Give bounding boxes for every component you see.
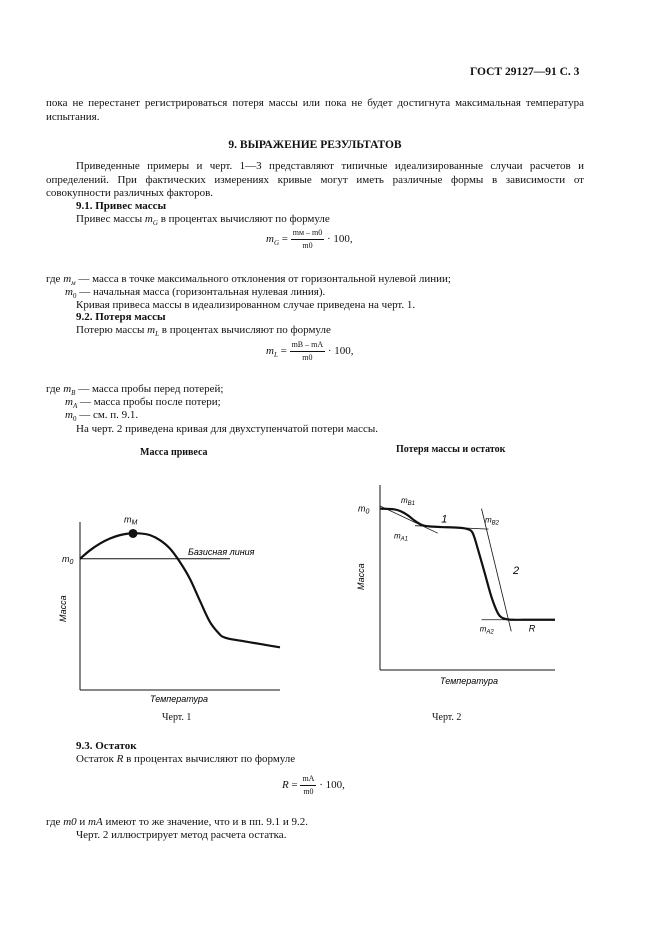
chart2-label-ma1: $m_{A1}$ <box>394 531 409 543</box>
note-9-1: Кривая привеса массы в идеализированном случае приведена на черт. 1. <box>76 299 416 311</box>
chart1-xlabel: Температура <box>150 694 209 704</box>
section-paragraph: Приведенные примеры и черт. 1—3 представляют типичные идеализированные случаи расчетов и определений. При фактических измерениях кривые могут иметь различные формы в зависимости от совокупности различных факторов. <box>46 160 584 199</box>
subsection-intro-9-1: Привес массы $m_G$ в процентах вычисляют по формуле <box>76 213 330 228</box>
chart2-title: Потеря массы и остаток <box>396 444 506 455</box>
definition-ma: $m_A$ — масса пробы после потери; <box>65 396 221 411</box>
chart2-label-mb2: $m_{B2}$ <box>485 515 500 527</box>
chart2-label-ma2: $m_{A2}$ <box>479 624 494 636</box>
page-header: ГОСТ 29127—91 С. 3 <box>470 66 580 78</box>
chart1-label-mm: $m_M$ <box>124 514 138 527</box>
definition-mb: где $m_B$ — масса пробы перед потерей; <box>46 383 224 398</box>
chart1-title: Масса привеса <box>140 447 208 458</box>
definition-m0-ref: $m_0$ — см. п. 9.1. <box>65 409 139 424</box>
chart1-label-m0: $m_0$ <box>62 553 74 566</box>
chart2-label-step1: 1 <box>441 513 448 526</box>
intro-paragraph: пока не перестанет регистрироваться потеря массы или пока не будет достигнута максимальная температура испытания. <box>46 97 584 123</box>
chart2-series-curve <box>380 509 555 620</box>
definition-m0: $m_0$ — начальная масса (горизонтальная нулевая линия). <box>65 286 326 301</box>
subsection-title-9-1: 9.1. Привес массы <box>76 200 167 212</box>
chart1-mass-gain <box>50 510 300 704</box>
definition-residue: где m0 и mA имеют то же значение, что и в пп. 9.1 и 9.2. <box>46 816 309 828</box>
chart2-label-mb1: $m_{B1}$ <box>401 496 416 508</box>
chart2-label-r: R <box>528 623 536 634</box>
note-9-3: Черт. 2 иллюстрирует метод расчета остатка. <box>76 829 287 841</box>
definition-mm: где $m_м$ — масса в точке максимального отклонения от горизонтальной нулевой линии; <box>46 273 451 288</box>
note-9-2: На черт. 2 приведена кривая для двухступенчатой потери массы. <box>76 423 379 435</box>
chart1-caption: Черт. 1 <box>162 712 192 723</box>
subsection-title-9-2: 9.2. Потеря массы <box>76 311 166 323</box>
chart1-label-baseline: Базисная линия <box>188 546 255 557</box>
chart2-label-step2: 2 <box>513 565 520 578</box>
formula-residue: R = $\frac{mA}{m0}$ · 100, <box>282 774 345 796</box>
chart2-tangent-b2 <box>482 509 512 632</box>
chart2-mass-loss <box>350 480 570 690</box>
chart1-ylabel: Масса <box>58 595 68 622</box>
chart2-label-m0: $m_0$ <box>358 503 370 516</box>
chart2-tangent-b1 <box>380 506 438 533</box>
subsection-intro-9-3: Остаток R в процентах вычисляют по формуле <box>76 753 296 765</box>
formula-mass-gain: $m_G$ = $\frac{mм - m0}{m0}$ · 100, <box>266 228 353 250</box>
formula-mass-loss: $m_L$ = $\frac{mB - mA}{m0}$ · 100, <box>266 340 354 362</box>
section-title: 9. ВЫРАЖЕНИЕ РЕЗУЛЬТАТОВ <box>228 139 402 151</box>
chart2-ylabel: Масса <box>356 563 366 590</box>
chart2-caption: Черт. 2 <box>432 712 462 723</box>
subsection-title-9-3: 9.3. Остаток <box>76 740 137 752</box>
chart2-xlabel: Температура <box>440 676 499 686</box>
chart1-max-point <box>129 529 138 538</box>
subsection-intro-9-2: Потерю массы $m_L$ в процентах вычисляют по формуле <box>76 324 331 339</box>
